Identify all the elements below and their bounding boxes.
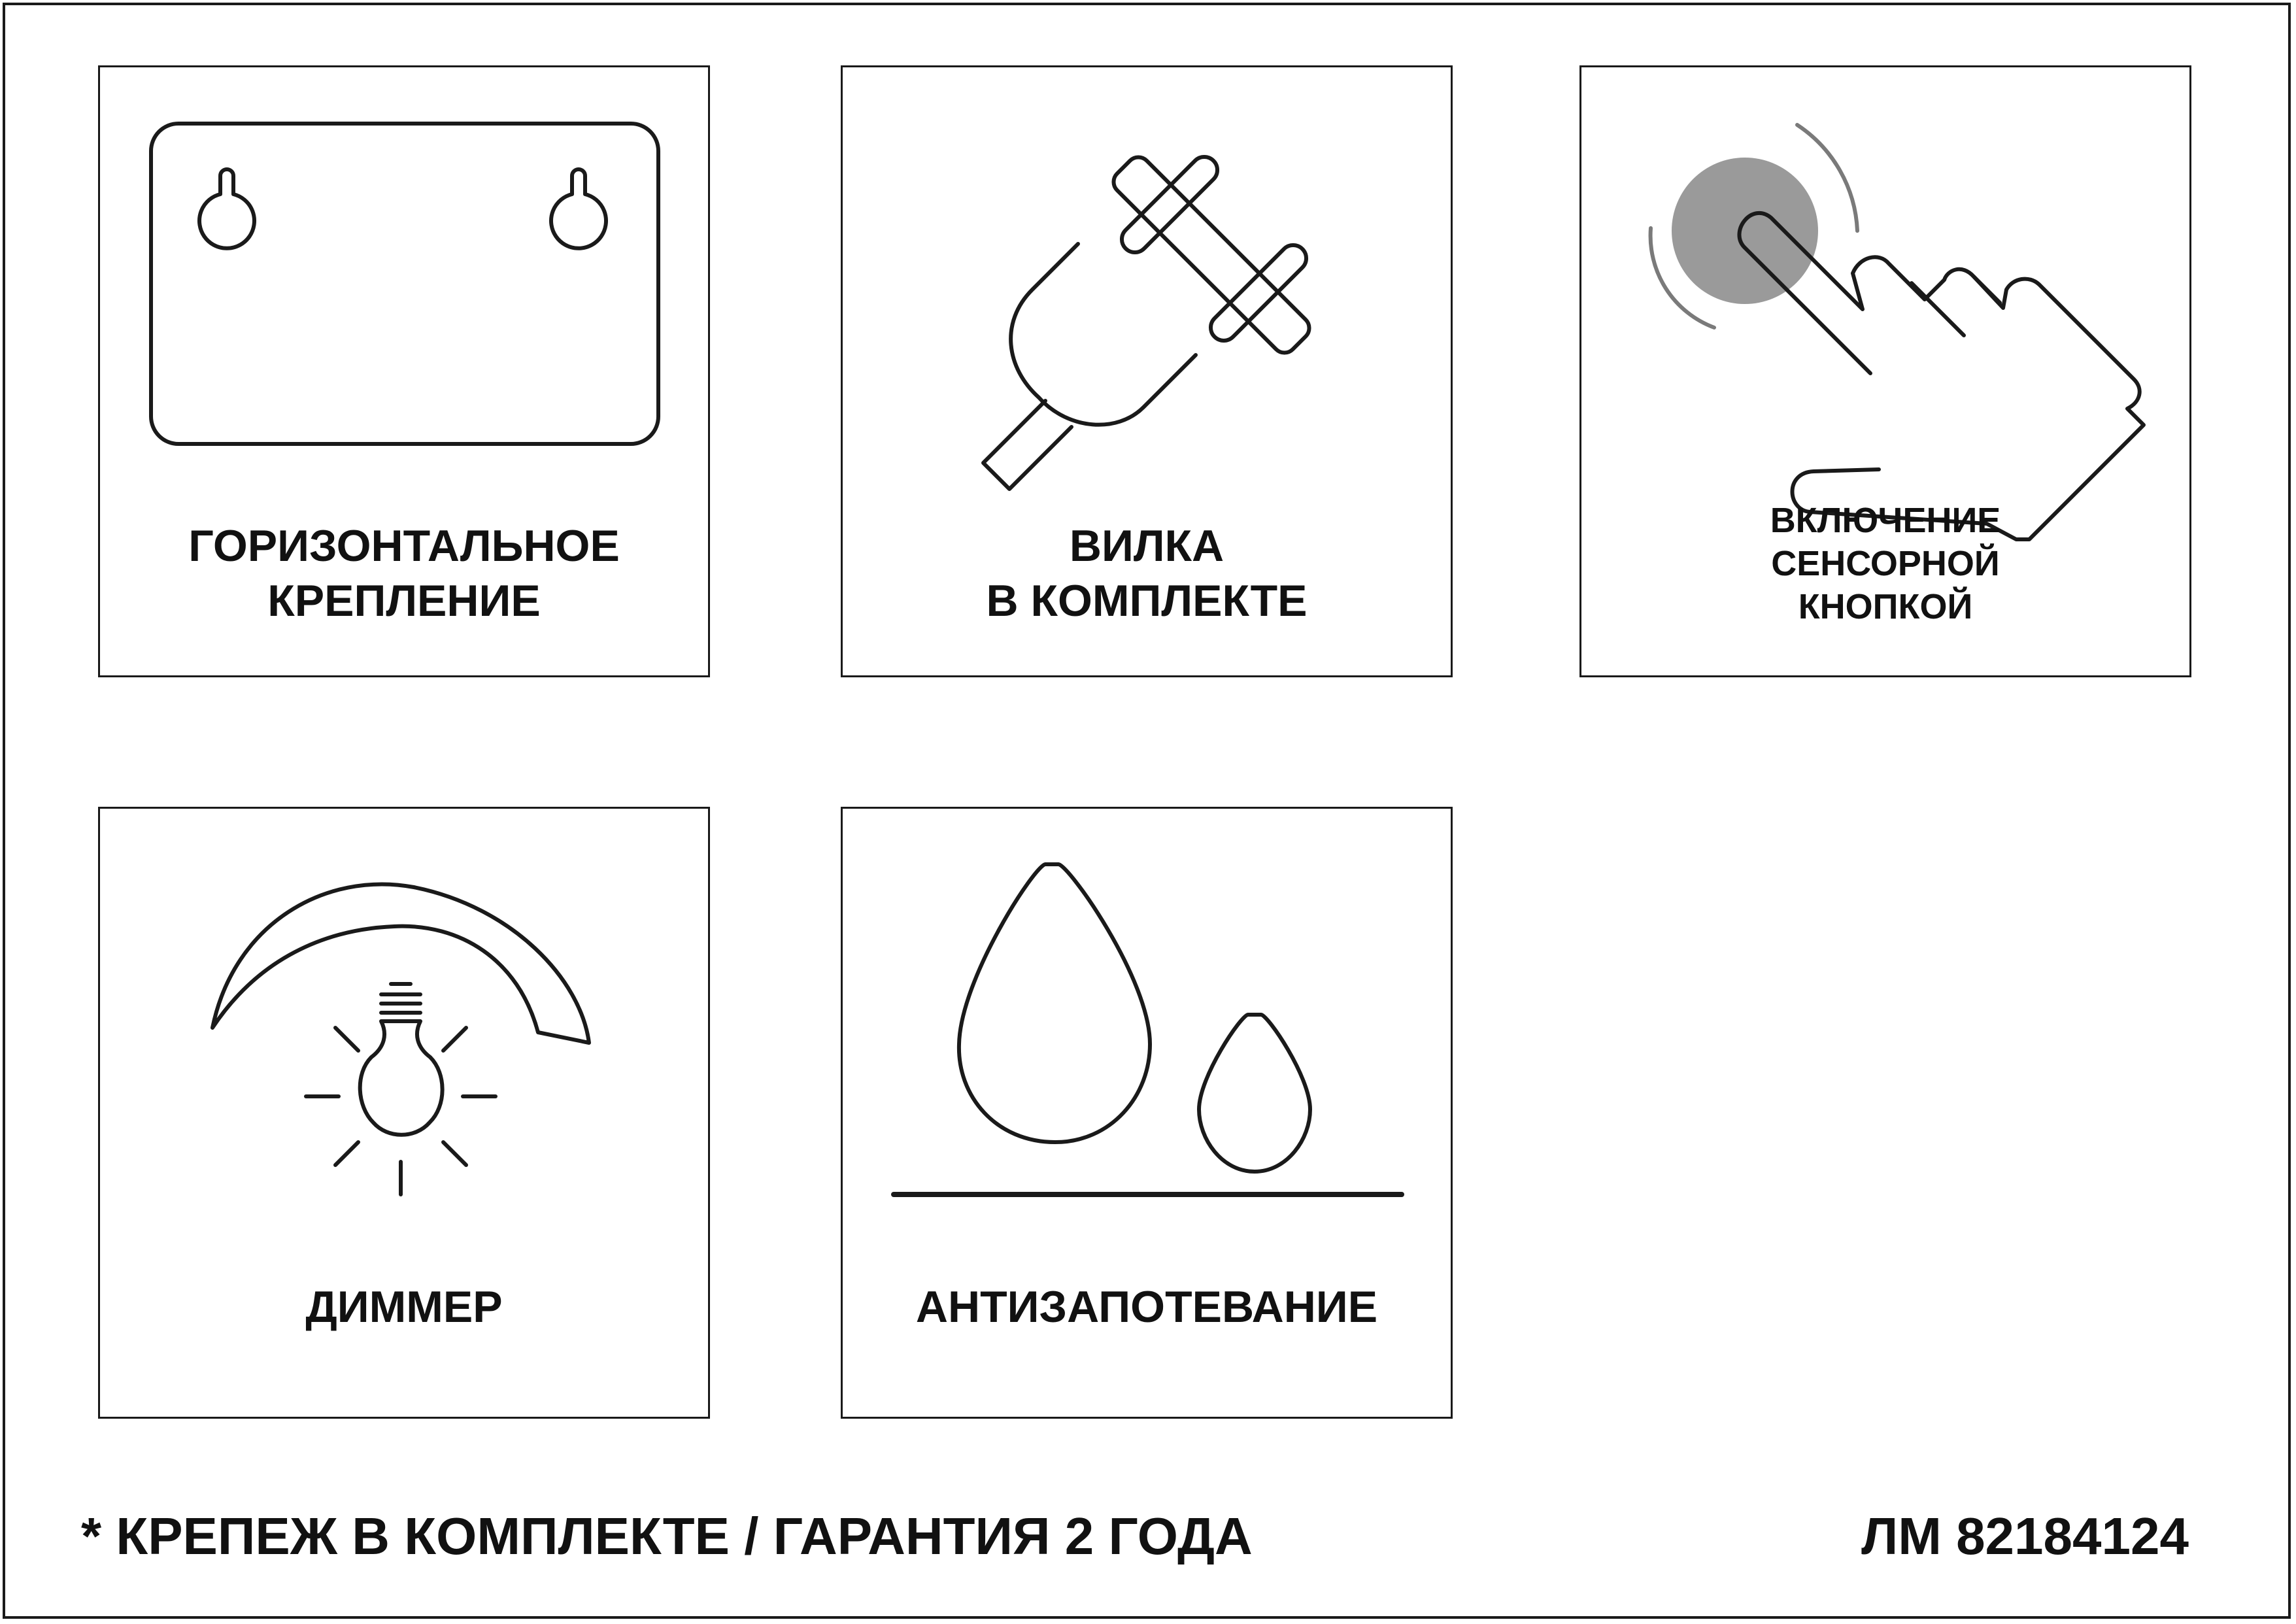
- label-line: В КОМПЛЕКТЕ: [986, 576, 1308, 626]
- feature-label: [1581, 499, 2189, 628]
- label-line: КНОПКОЙ: [1798, 587, 1973, 626]
- feature-card-dimmer: [98, 807, 710, 1419]
- feature-card-touch-button: [1579, 65, 2191, 677]
- label-line: ВКЛЮЧЕНИЕ: [1770, 501, 2001, 540]
- label-line: КРЕПЛЕНИЕ: [267, 576, 541, 626]
- feature-label: [100, 518, 708, 628]
- touch-dot: [1672, 158, 1818, 304]
- label-line: АНТИЗАПОТЕВАНИЕ: [915, 1282, 1378, 1332]
- footer-warranty-text: * КРЕПЕЖ В КОМПЛЕКТЕ / ГАРАНТИЯ 2 ГОДА: [81, 1507, 1253, 1565]
- feature-card-anti-fog: [841, 807, 1453, 1419]
- label-line: ДИММЕР: [305, 1282, 503, 1332]
- label-line: ГОРИЗОНТАЛЬНОЕ: [188, 521, 620, 571]
- feature-label: [843, 518, 1451, 628]
- feature-card-plug: [841, 65, 1453, 677]
- footer-article-code: ЛМ 82184124: [1861, 1507, 2189, 1565]
- feature-label: [843, 1279, 1451, 1334]
- label-line: СЕНСОРНОЙ: [1771, 544, 2000, 583]
- feature-card-horizontal-mount: [98, 65, 710, 677]
- feature-label: [100, 1279, 708, 1334]
- label-line: ВИЛКА: [1069, 521, 1224, 571]
